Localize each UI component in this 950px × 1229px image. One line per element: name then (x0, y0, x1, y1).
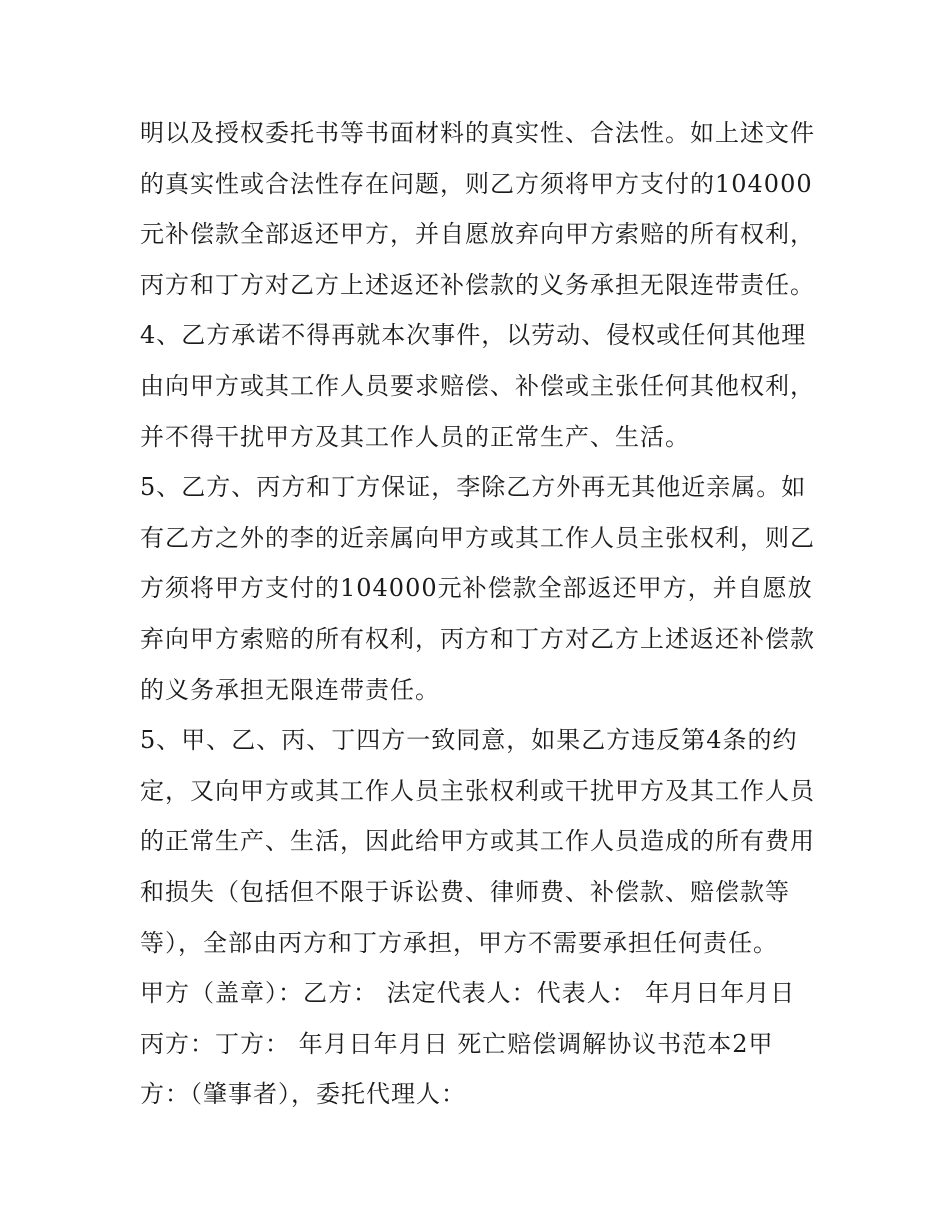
text-line: 方须将甲方支付的104000元补偿款全部返还甲方，并自愿放 (140, 574, 813, 603)
text-line: 5、乙方、丙方和丁方保证，李除乙方外再无其他近亲属。如 (140, 473, 807, 502)
text-line: 丙方：丁方： 年月日年月日 死亡赔偿调解协议书范本2甲 (140, 1029, 774, 1058)
text-line: 等），全部由丙方和丁方承担，甲方不需要承担任何责任。 (140, 928, 778, 957)
text-line: 和损失（包括但不限于诉讼费、律师费、补偿款、赔偿款等 (140, 877, 790, 906)
text-line: 由向甲方或其工作人员要求赔偿、补偿或主张任何其他权利， (140, 371, 815, 400)
text-line: 甲方（盖章）：乙方： 法定代表人：代表人： 年月日年月日 (140, 979, 796, 1008)
text-line: 明以及授权委托书等书面材料的真实性、合法性。如上述文件 (140, 119, 815, 147)
text-line: 有乙方之外的李的近亲属向甲方或其工作人员主张权利，则乙 (140, 523, 815, 552)
text-line: 丙方和丁方对乙方上述返还补偿款的义务承担无限连带责任。 (140, 270, 815, 299)
text-line: 的义务承担无限连带责任。 (140, 675, 440, 704)
text-line: 5、甲、乙、丙、丁四方一致同意，如果乙方违反第4条的约 (140, 726, 798, 755)
text-line: 的真实性或合法性存在问题，则乙方须将甲方支付的104000 (140, 169, 813, 198)
text-line: 方：（肇事者），委托代理人： (140, 1080, 466, 1109)
text-line: 元补偿款全部返还甲方，并自愿放弃向甲方索赔的所有权利， (140, 220, 815, 249)
document-body (140, 108, 820, 1120)
text-line: 的正常生产、生活，因此给甲方或其工作人员造成的所有费用 (140, 827, 815, 856)
text-line: 弃向甲方索赔的所有权利，丙方和丁方对乙方上述返还补偿款 (140, 624, 815, 653)
text-line: 4、乙方承诺不得再就本次事件，以劳动、侵权或任何其他理 (140, 321, 807, 350)
text-line: 定，又向甲方或其工作人员主张权利或干扰甲方及其工作人员 (140, 776, 815, 805)
text-line: 并不得干扰甲方及其工作人员的正常生产、生活。 (140, 422, 690, 451)
